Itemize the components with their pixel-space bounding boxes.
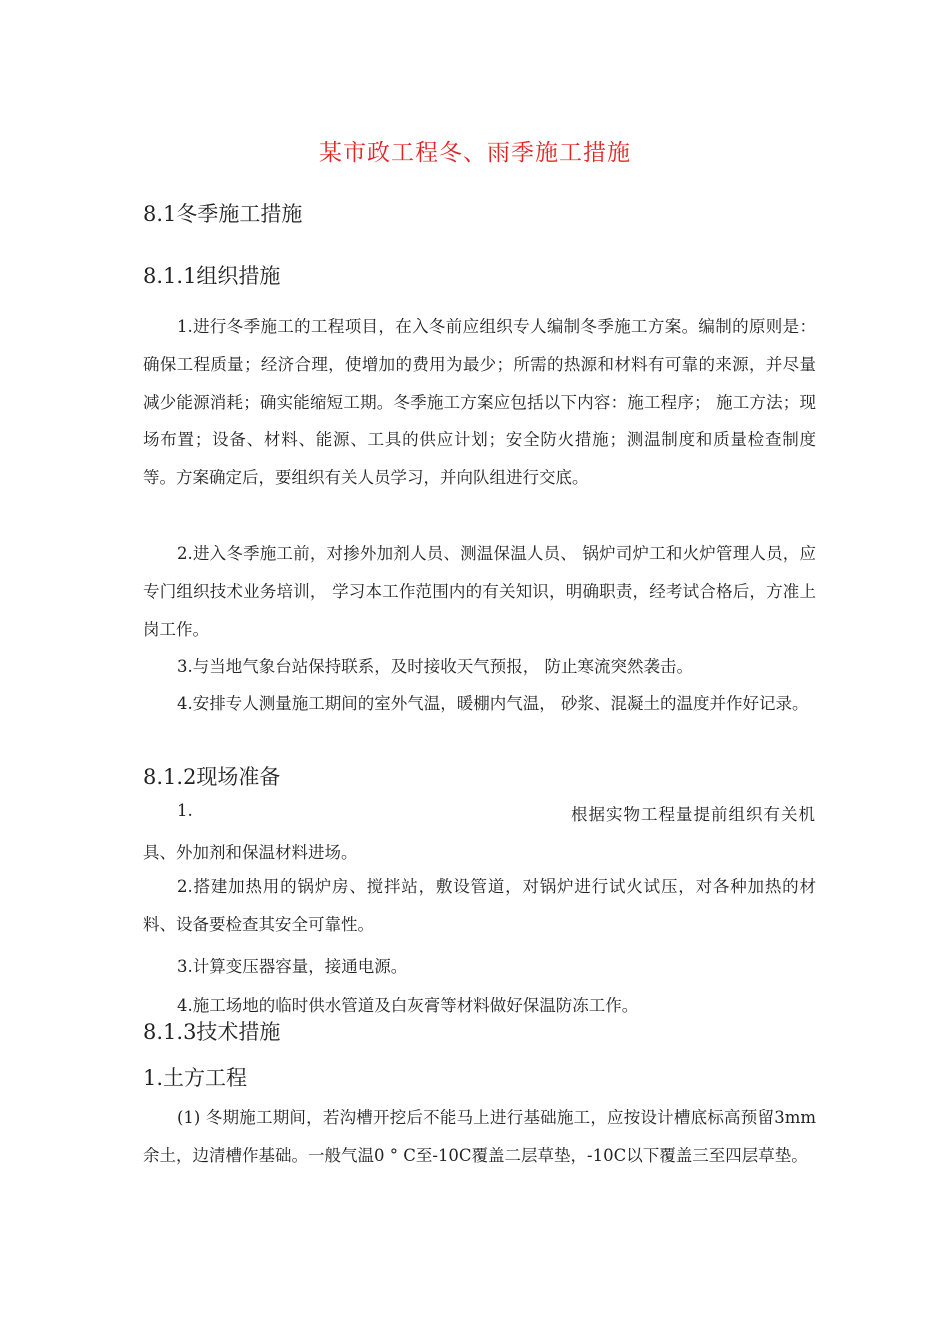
heading-8-1: 8.1冬季施工措施 bbox=[143, 202, 303, 226]
heading-8-1-3: 8.1.3技术措施 bbox=[143, 1020, 281, 1044]
org-p1-text: 1.进行冬季施工的工程项目，在入冬前应组织专人编制冬季施工方案。编制的原则是：确保工程质量；经济合理，使增加的费用为最少；所需的热源和材料有可靠的来源，并尽量减少能源消耗；确实能缩短工期。冬季施工方案应包括以下内容：施工程序； 施工方法；现场布置；设备、材料、能源、工具的供应计划；安全防火措施；测温制度和质量检查制度等。方案确定后，要组织有关人员学习，并向队组进行交底。 bbox=[143, 317, 816, 488]
org-p2-text: 2.进入冬季施工前，对掺外加剂人员、测温保温人员、 锅炉司炉工和火炉管理人员，应专门组织技术业务培训， 学习本工作范围内的有关知识，明确职责，经考试合格后，方准上岗工作。 bbox=[143, 544, 816, 639]
heading-earthwork: 1.土方工程 bbox=[143, 1066, 248, 1090]
org-p4-text: 4.安排专人测量施工期间的室外气温，暖棚内气温， 砂浆、混凝土的温度并作好记录。 bbox=[177, 694, 809, 713]
document-title: 某市政工程冬、雨季施工措施 bbox=[319, 140, 631, 166]
tech-p1-text: (1) 冬期施工期间，若沟槽开挖后不能马上进行基础施工，应按设计槽底标高预留3mm余土，边清槽作基础。一般气温0 ° C至-10C覆盖二层草垫，-10C以下覆盖三至四层草垫。 bbox=[143, 1108, 816, 1165]
heading-8-1-1: 8.1.1组织措施 bbox=[143, 264, 281, 288]
site-paragraph-4: 4.施工场地的临时供水管道及白灰膏等材料做好保温防冻工作。 bbox=[177, 996, 639, 1015]
site-paragraph-2 bbox=[143, 868, 816, 944]
tech-paragraph-1 bbox=[143, 1099, 816, 1175]
org-paragraph-1 bbox=[143, 308, 816, 497]
site-p1-continuation: 具、外加剂和保温材料进场。 bbox=[143, 843, 358, 862]
site-p1-number: 1. bbox=[177, 801, 193, 820]
site-p1-text-right: 根据实物工程量提前组织有关机 bbox=[571, 805, 816, 824]
org-paragraph-4 bbox=[143, 685, 816, 723]
site-paragraph-3: 3.计算变压器容量，接通电源。 bbox=[177, 957, 408, 976]
site-p2-text: 2.搭建加热用的锅炉房、搅拌站，敷设管道，对锅炉进行试火试压，对各种加热的材料、设备要检查其安全可靠性。 bbox=[143, 877, 816, 934]
org-p3-text: 3.与当地气象台站保持联系，及时接收天气预报， 防止寒流突然袭击。 bbox=[177, 657, 693, 676]
heading-8-1-2: 8.1.2现场准备 bbox=[143, 765, 281, 789]
org-paragraph-2 bbox=[143, 535, 816, 648]
org-paragraph-3 bbox=[143, 648, 816, 686]
